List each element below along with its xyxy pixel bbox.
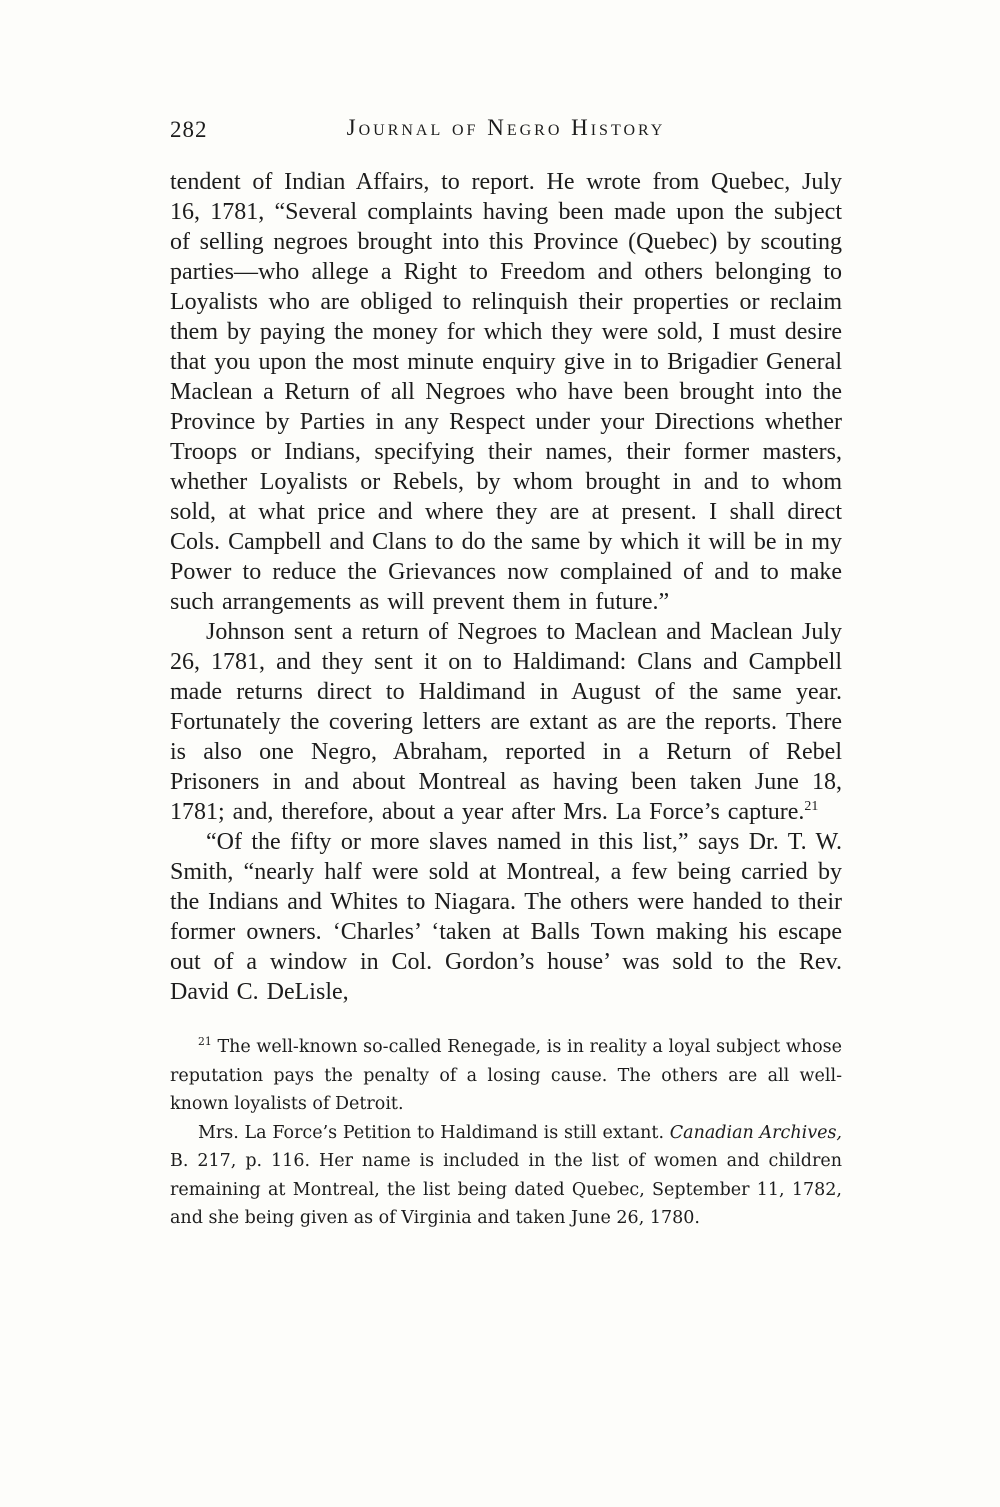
footnote-petition-text: Mrs. La Force’s Petition to Haldimand is still extant.: [198, 1122, 670, 1143]
footnote-petition: [170, 1119, 842, 1233]
footnote-petition-source: Canadian Archives,: [669, 1122, 842, 1143]
paragraph-2-text: Johnson sent a return of Negroes to Maclean and Maclean July 26, 1781, and they sent it on to Haldimand: Clans and Campbell made returns direct to Haldimand in August of the same year. Fortunately the covering letters are extant as are the reports. There is also one Negro, Abraham, reported in a Return of Rebel Prisoners in and about Montreal as having been taken June 18, 1781; and, therefore, about a year after Mrs. La Force’s capture.: [170, 619, 842, 825]
footnote-21-text: The well-known so-called Renegade, is in reality a loyal subject whose reputation pays the penalty of a losing cause. The others are all well-known loyalists of Detroit.: [170, 1037, 842, 1114]
journal-title: Journal of Negro History: [346, 115, 666, 140]
page-content: [170, 115, 842, 1233]
page-number: 282: [170, 117, 208, 142]
footnote-21: [170, 1033, 842, 1119]
paragraph-2: [170, 617, 842, 827]
paragraph-3: “Of the fifty or more slaves named in this list,” says Dr. T. W. Smith, “nearly half were sold at Montreal, a few being carried by the Indians and Whites to Niagara. The others were handed to their former owners. ‘Charles’ ‘taken at Balls Town making his escape out of a window in Col. Gordon’s house’ was sold to the Rev. David C. DeLisle,: [170, 829, 842, 1005]
footnote-21-marker: 21: [198, 1035, 212, 1049]
footnote-petition-rest: B. 217, p. 116. Her name is included in the list of women and children remaining at Montreal, the list being dated Quebec, September 11, 1782, and she being given as of Virginia and taken June 26, 1780.: [170, 1151, 842, 1228]
footnote-ref-21: 21: [804, 799, 819, 814]
page-body: [170, 167, 842, 1007]
footnotes-section: [170, 1033, 842, 1233]
running-header: [170, 115, 842, 147]
paragraph-1: tendent of Indian Affairs, to report. He wrote from Quebec, July 16, 1781, “Several complaints having been made upon the subject of selling negroes brought into this Province (Quebec) by scouting parties—who allege a Right to Freedom and others belonging to Loyalists who are obliged to relinquish their properties or reclaim them by paying the money for which they were sold, I must desire that you upon the most minute enquiry give in to Brigadier General Maclean a Return of all Negroes who have been brought into the Province by Parties in any Respect under your Directions whether Troops or Indians, specifying their names, their former masters, whether Loyalists or Rebels, by whom brought in and to whom sold, at what price and where they are at present. I shall direct Cols. Campbell and Clans to do the same by which it will be in my Power to reduce the Grievances now complained of and to make such arrangements as will prevent them in future.”: [170, 169, 842, 615]
